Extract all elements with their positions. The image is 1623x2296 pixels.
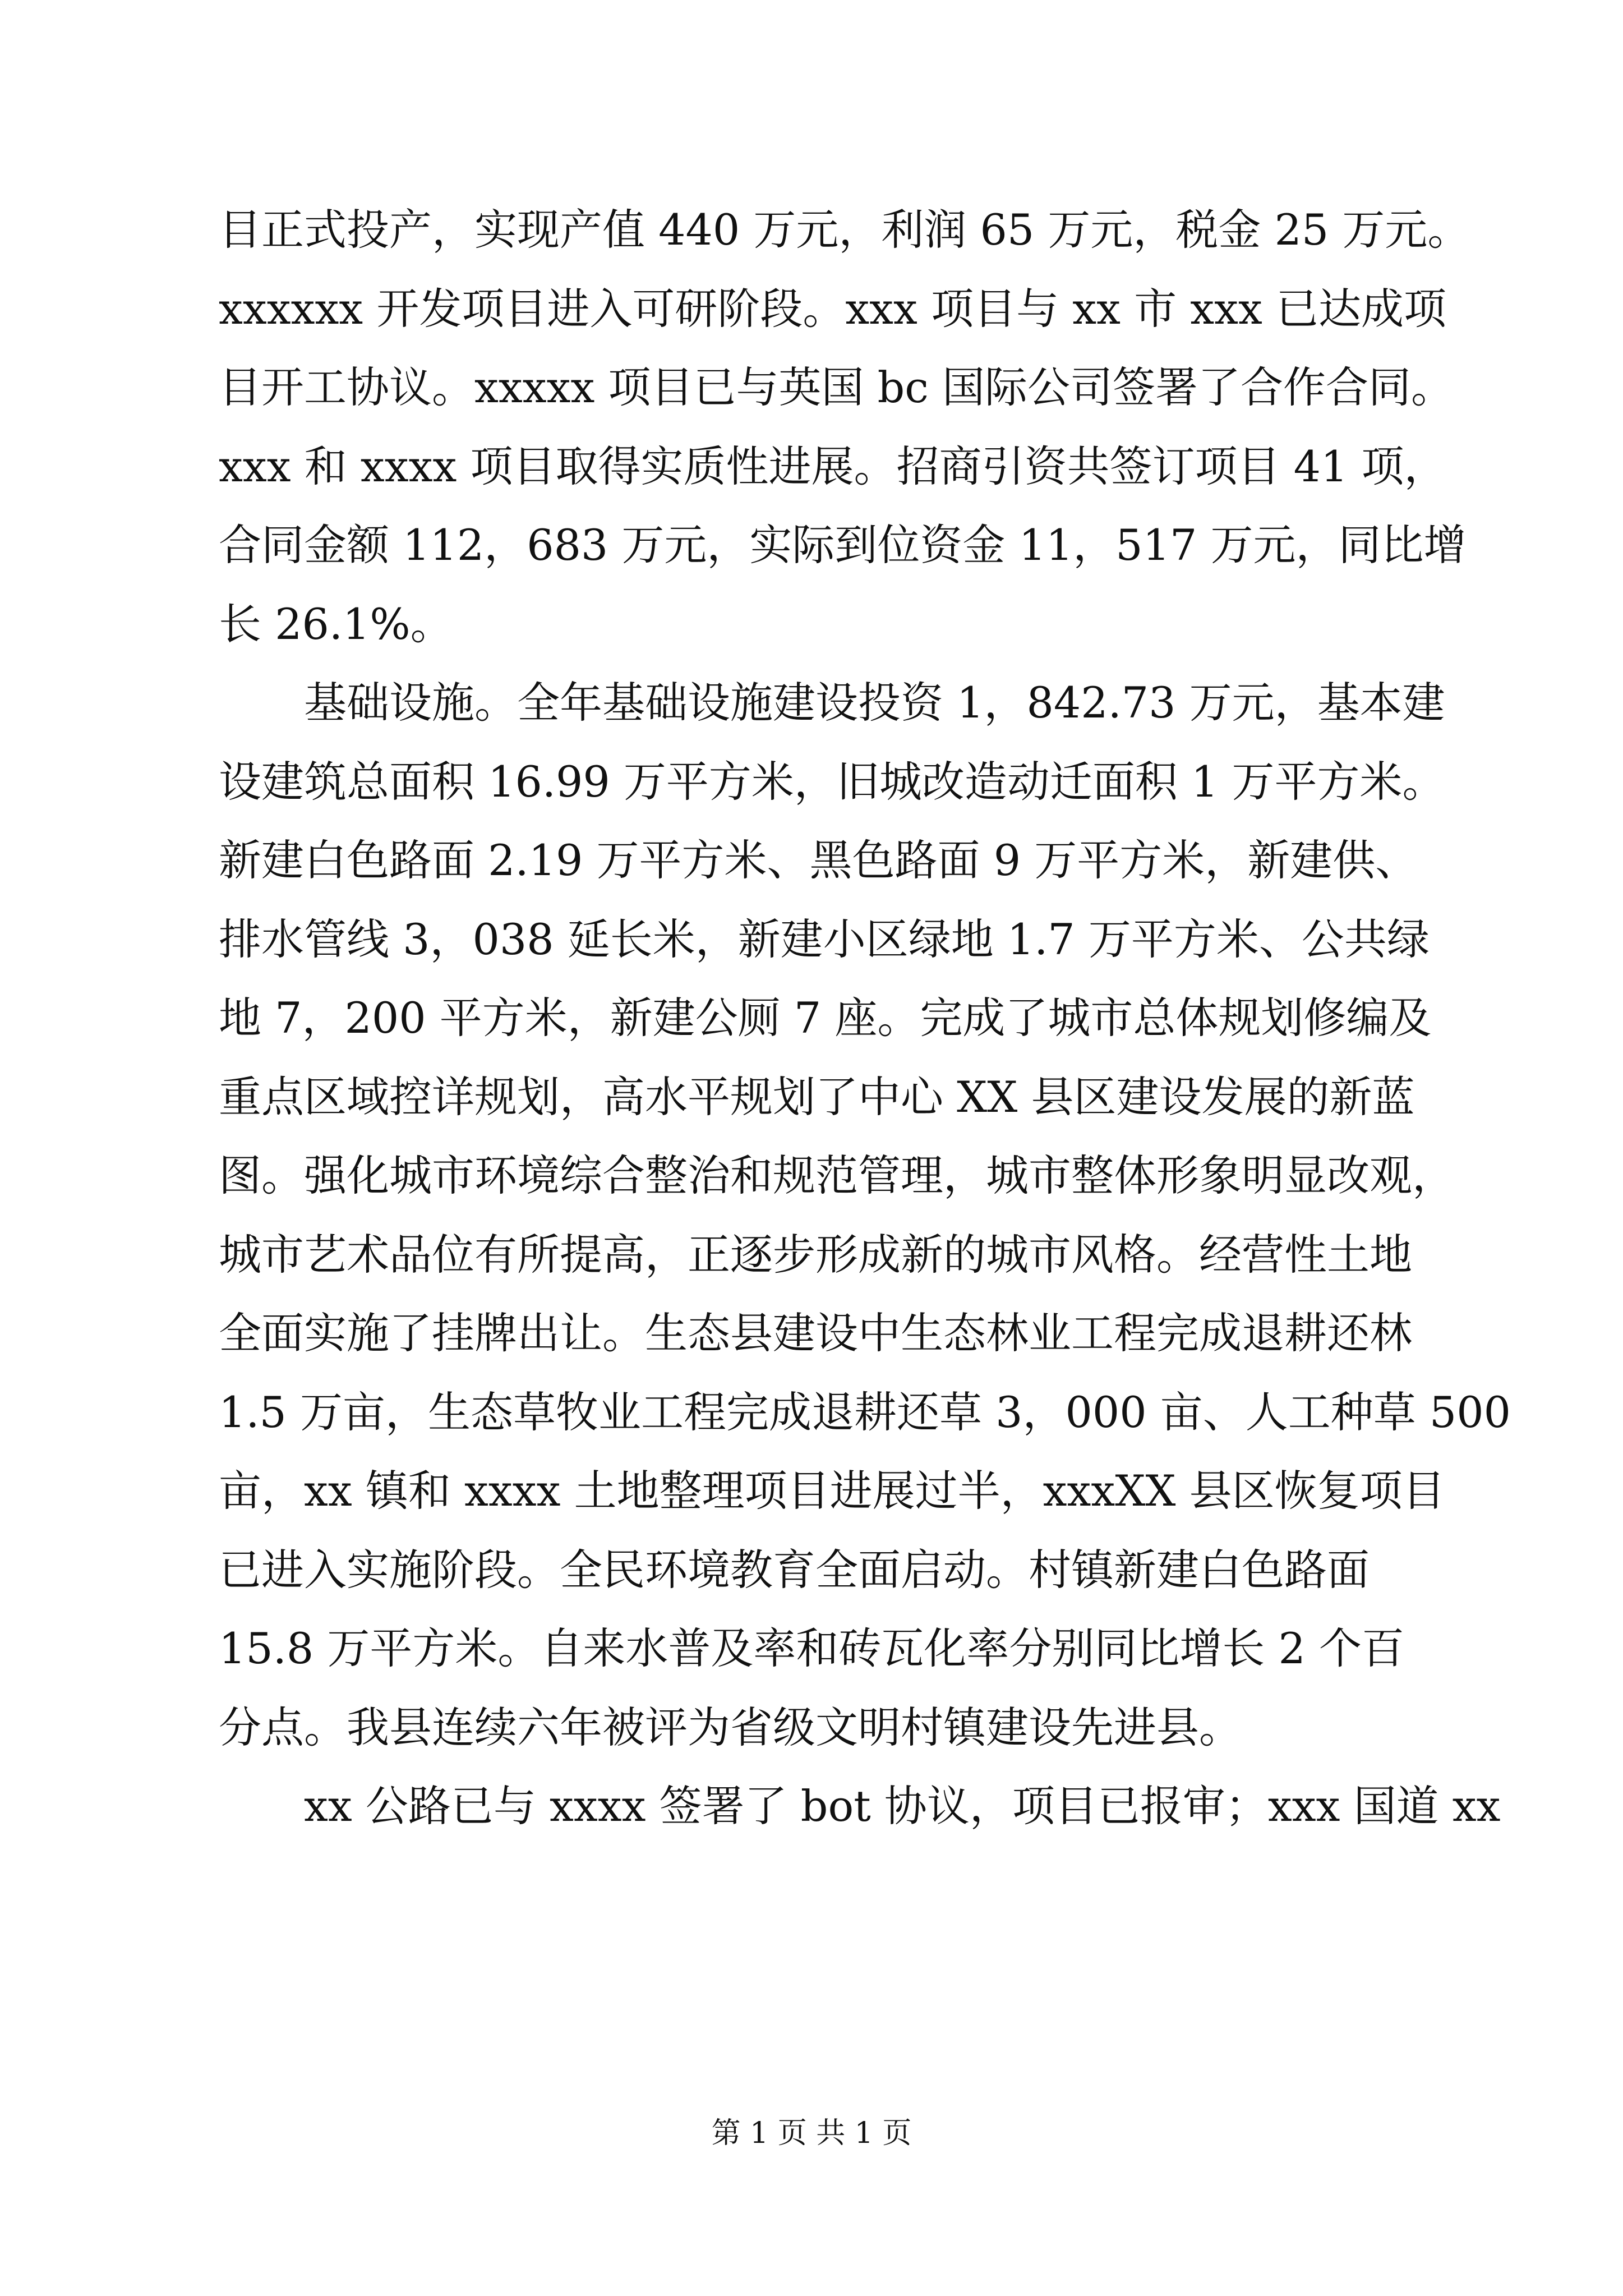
text-line: 新建白色路面 2.19 万平方米、黑色路面 9 万平方米，新建供、 xyxy=(219,835,1418,885)
paragraph-infrastructure xyxy=(219,664,1511,1767)
text-line: 图。强化城市环境综合整治和规范管理，城市整体形象明显改观， xyxy=(219,1151,1455,1200)
text-line: 合同金额 112，683 万元，实际到位资金 11，517 万元，同比增 xyxy=(219,520,1467,570)
text-line: 城市艺术品位有所提高，正逐步形成新的城市风格。经营性土地 xyxy=(219,1229,1412,1280)
text-line: 亩，xx 镇和 xxxx 土地整理项目进展过半，xxxXX 县区恢复项目 xyxy=(219,1466,1445,1516)
text-line: 15.8 万平方米。自来水普及率和砖瓦化率分别同比增长 2 个百 xyxy=(219,1623,1405,1673)
text-line: 已进入实施阶段。全民环境教育全面启动。村镇新建白色路面 xyxy=(219,1544,1370,1595)
text-line: 目开工协议。xxxxx 项目已与英国 bc 国际公司签署了合作合同。 xyxy=(219,362,1454,412)
document-body xyxy=(219,191,1511,1846)
text-line: xxx 和 xxxx 项目取得实质性进展。招商引资共签订项目 41 项， xyxy=(219,441,1447,491)
text-line: 排水管线 3，038 延长米，新建小区绿地 1.7 万平方米、公共绿 xyxy=(219,914,1430,964)
text-line: 分点。我县连续六年被评为省级文明村镇建设先进县。 xyxy=(219,1702,1242,1752)
paragraph-roads xyxy=(219,1767,1501,1846)
text-line: 长 26.1%。 xyxy=(219,599,453,649)
page-number-footer: 第 1 页 共 1 页 xyxy=(711,2116,912,2150)
text-line: 地 7，200 平方米，新建公厕 7 座。完成了城市总体规划修编及 xyxy=(219,993,1432,1043)
text-line: 设建筑总面积 16.99 万平方米，旧城改造动迁面积 1 万平方米。 xyxy=(219,756,1445,807)
paragraph-investment xyxy=(219,191,1470,664)
text-line: 目正式投产，实现产值 440 万元，利润 65 万元，税金 25 万元。 xyxy=(219,205,1470,255)
text-line: 重点区域控详规划，高水平规划了中心 XX 县区建设发展的新蓝 xyxy=(219,1071,1415,1122)
text-line: 全面实施了挂牌出让。生态县建设中生态林业工程完成退耕还林 xyxy=(219,1308,1412,1358)
text-line: 基础设施。全年基础设施建设投资 1，842.73 万元，基本建 xyxy=(304,678,1445,728)
text-line: 1.5 万亩，生态草牧业工程完成退耕还草 3，000 亩、人工种草 500 xyxy=(219,1387,1511,1437)
text-line: xx 公路已与 xxxx 签署了 bot 协议，项目已报审；xxx 国道 xx xyxy=(304,1781,1501,1831)
text-line: xxxxxx 开发项目进入可研阶段。xxx 项目与 xx 市 xxx 已达成项 xyxy=(219,283,1447,334)
